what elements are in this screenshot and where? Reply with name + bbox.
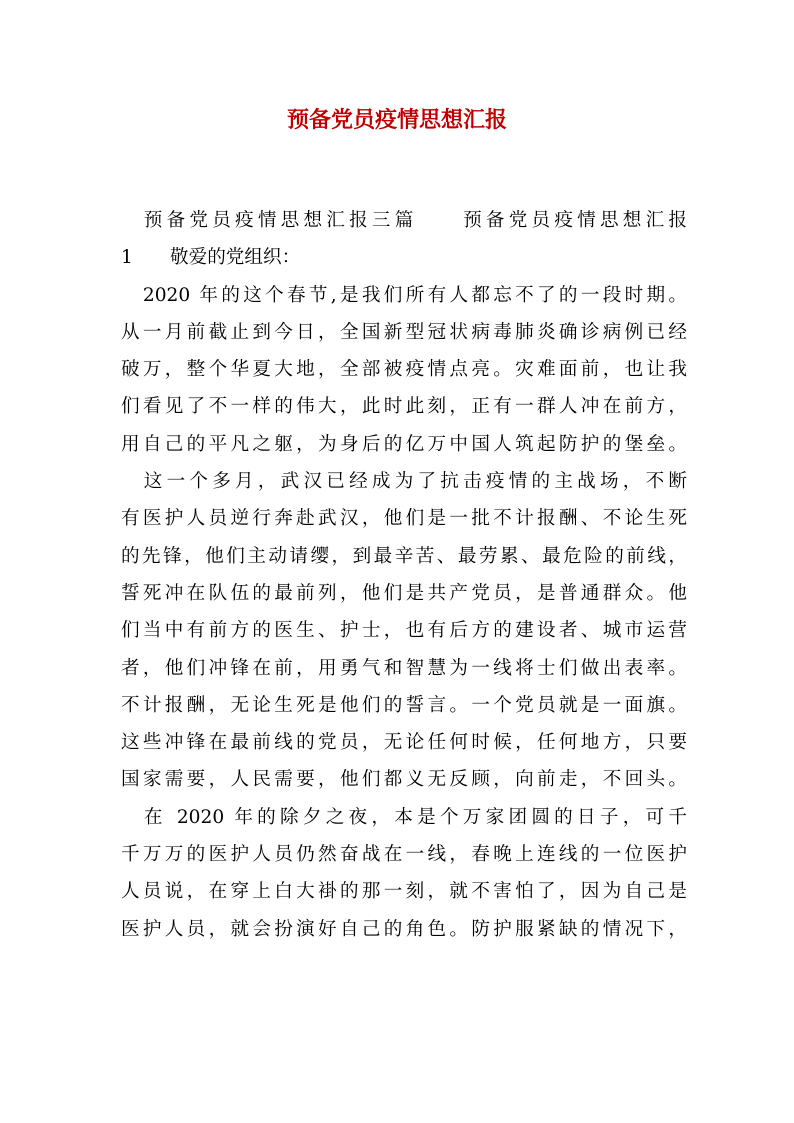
body-line: 2020 年的这个春节,是我们所有人都忘不了的一段时期。 [121, 284, 687, 306]
body-line: 国家需要，人民需要，他们都义无反顾，向前走，不回头。 [121, 769, 687, 791]
body-line: 破万，整个华夏大地，全部被疫情点亮。灾难面前，也让我 [121, 359, 687, 381]
body-line: 预备党员疫情思想汇报三篇 预备党员疫情思想汇报 [121, 210, 687, 231]
body-line: 有医护人员逆行奔赴武汉，他们是一批不计报酬、不论生死 [121, 508, 687, 530]
body-line: 这一个多月，武汉已经成为了抗击疫情的主战场，不断 [121, 471, 687, 493]
body-line: 人员说，在穿上白大褂的那一刻，就不害怕了，因为自己是 [121, 881, 687, 903]
document-title: 预备党员疫情思想汇报 [286, 107, 507, 133]
body-line: 千万万的医护人员仍然奋战在一线，春晚上连线的一位医护 [121, 844, 687, 866]
document-body [121, 202, 687, 948]
body-line: 们看见了不一样的伟大，此时此刻，正有一群人冲在前方， [121, 396, 687, 418]
body-line: 这些冲锋在最前线的党员，无论任何时候，任何地方，只要 [121, 732, 687, 754]
body-line: 在 2020 年的除夕之夜，本是个万家团圆的日子，可千 [121, 806, 687, 828]
body-line: 誓死冲在队伍的最前列，他们是共产党员，是普通群众。他 [121, 582, 687, 604]
body-line: 用自己的平凡之躯，为身后的亿万中国人筑起防护的堡垒。 [121, 433, 687, 455]
body-line: 从一月前截止到今日，全国新型冠状病毒肺炎确诊病例已经 [121, 321, 687, 343]
body-line: 者，他们冲锋在前，用勇气和智慧为一线将士们做出表率。 [121, 657, 687, 679]
body-line: 的先锋，他们主动请缨，到最辛苦、最劳累、最危险的前线， [121, 545, 687, 567]
body-line: 医护人员，就会扮演好自己的角色。防护服紧缺的情况下， [121, 918, 687, 940]
body-line: 们当中有前方的医生、护士，也有后方的建设者、城市运营 [121, 620, 687, 642]
body-line: 1 敬爱的党组织： [121, 247, 301, 269]
body-line: 不计报酬，无论生死是他们的誓言。一个党员就是一面旗。 [121, 694, 687, 716]
